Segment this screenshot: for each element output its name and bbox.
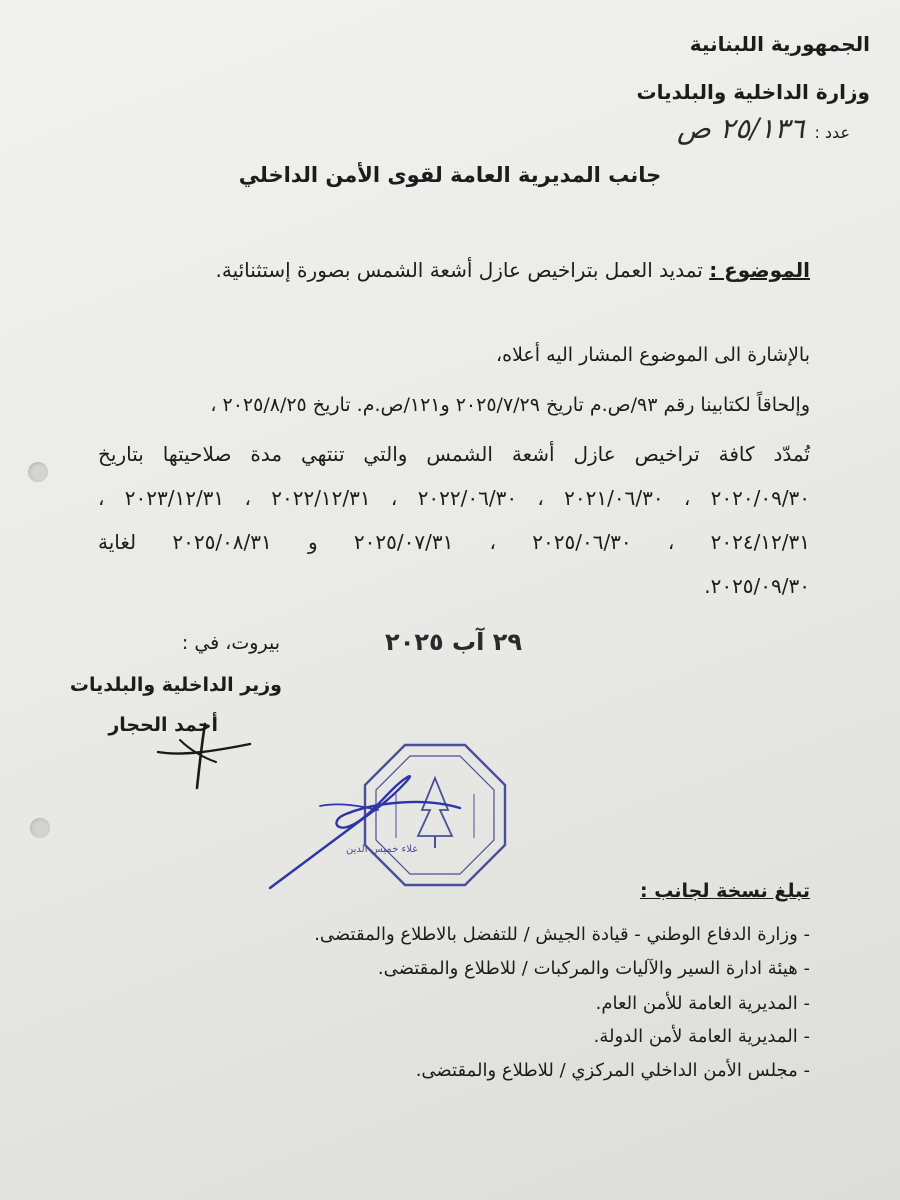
copy-recipient: - هيئة ادارة السير والآليات والمركبات / للاطلاع والمقتضى. [377,958,810,979]
copy-recipient: - المديرية العامة لأمن الدولة. [593,1026,810,1047]
punch-hole-top [28,462,48,482]
number-label: عدد : [814,123,850,142]
decision-line: تُمدّد كافة تراخيص عازل أشعة الشمس والتي تنتهي مدة صلاحيتها بتاريخ [98,442,810,466]
signatory-name: أحمد الحجار [108,714,218,736]
decision-line: ٢٠٢٠/٠٩/٣٠ ، ٢٠٢١/٠٦/٣٠ ، ٢٠٢٢/٠٦/٣٠ ، ٢٠٢٢/١٢/٣١ ، ٢٠٢٣/١٢/٣١ ، [98,486,811,510]
copy-recipient: - مجلس الأمن الداخلي المركزي / للاطلاع والمقتضى. [415,1060,810,1081]
minister-signature-icon [250,748,470,898]
reference-line: بالإشارة الى الموضوع المشار اليه أعلاه، [495,344,810,366]
date-stamp: ٢٩ آب ٢٠٢٥ [385,628,522,656]
copy-recipient: - المديرية العامة للأمن العام. [595,993,810,1014]
followup-line: وإلحاقاً لكتابينا رقم ٩٣/ص.م تاريخ ٢٠٢٥/٧/٢٩ و١٢١/ص.م. تاريخ ٢٠٢٥/٨/٢٥ ، [210,394,810,416]
ministry-name: وزارة الداخلية والبلديات [636,80,870,104]
seal-inscription: علاء خميس الدين [346,844,419,855]
decision-line: ٢٠٢٤/١٢/٣١ ، ٢٠٢٥/٠٦/٣٠ ، ٢٠٢٥/٠٧/٣١ و ٢٠٢٥/٠٨/٣١ لغاية [98,530,811,554]
decision-line: ٢٠٢٥/٠٩/٣٠. [704,574,810,598]
signatory-title: وزير الداخلية والبلديات [69,674,282,696]
addressee: جانب المديرية العامة لقوى الأمن الداخلي [238,163,662,187]
subject [216,258,811,282]
decision-paragraph [98,432,810,608]
place-date-label: بيروت، في : [181,632,280,654]
country-name: الجمهورية اللبنانية [689,32,870,56]
reference-number [677,112,850,145]
copy-recipient: - وزارة الدفاع الوطني - قيادة الجيش / للتفضل بالاطلاع والمقتضى. [314,924,810,945]
subject-text: تمديد العمل بتراخيص عازل أشعة الشمس بصورة إستثنائية. [215,258,703,282]
copies-title: تبلغ نسخة لجانب : [640,880,810,902]
subject-label: الموضوع : [709,258,810,282]
number-value: ٢٥/١٣٦ ص [677,112,805,145]
punch-hole-bottom [30,818,50,838]
